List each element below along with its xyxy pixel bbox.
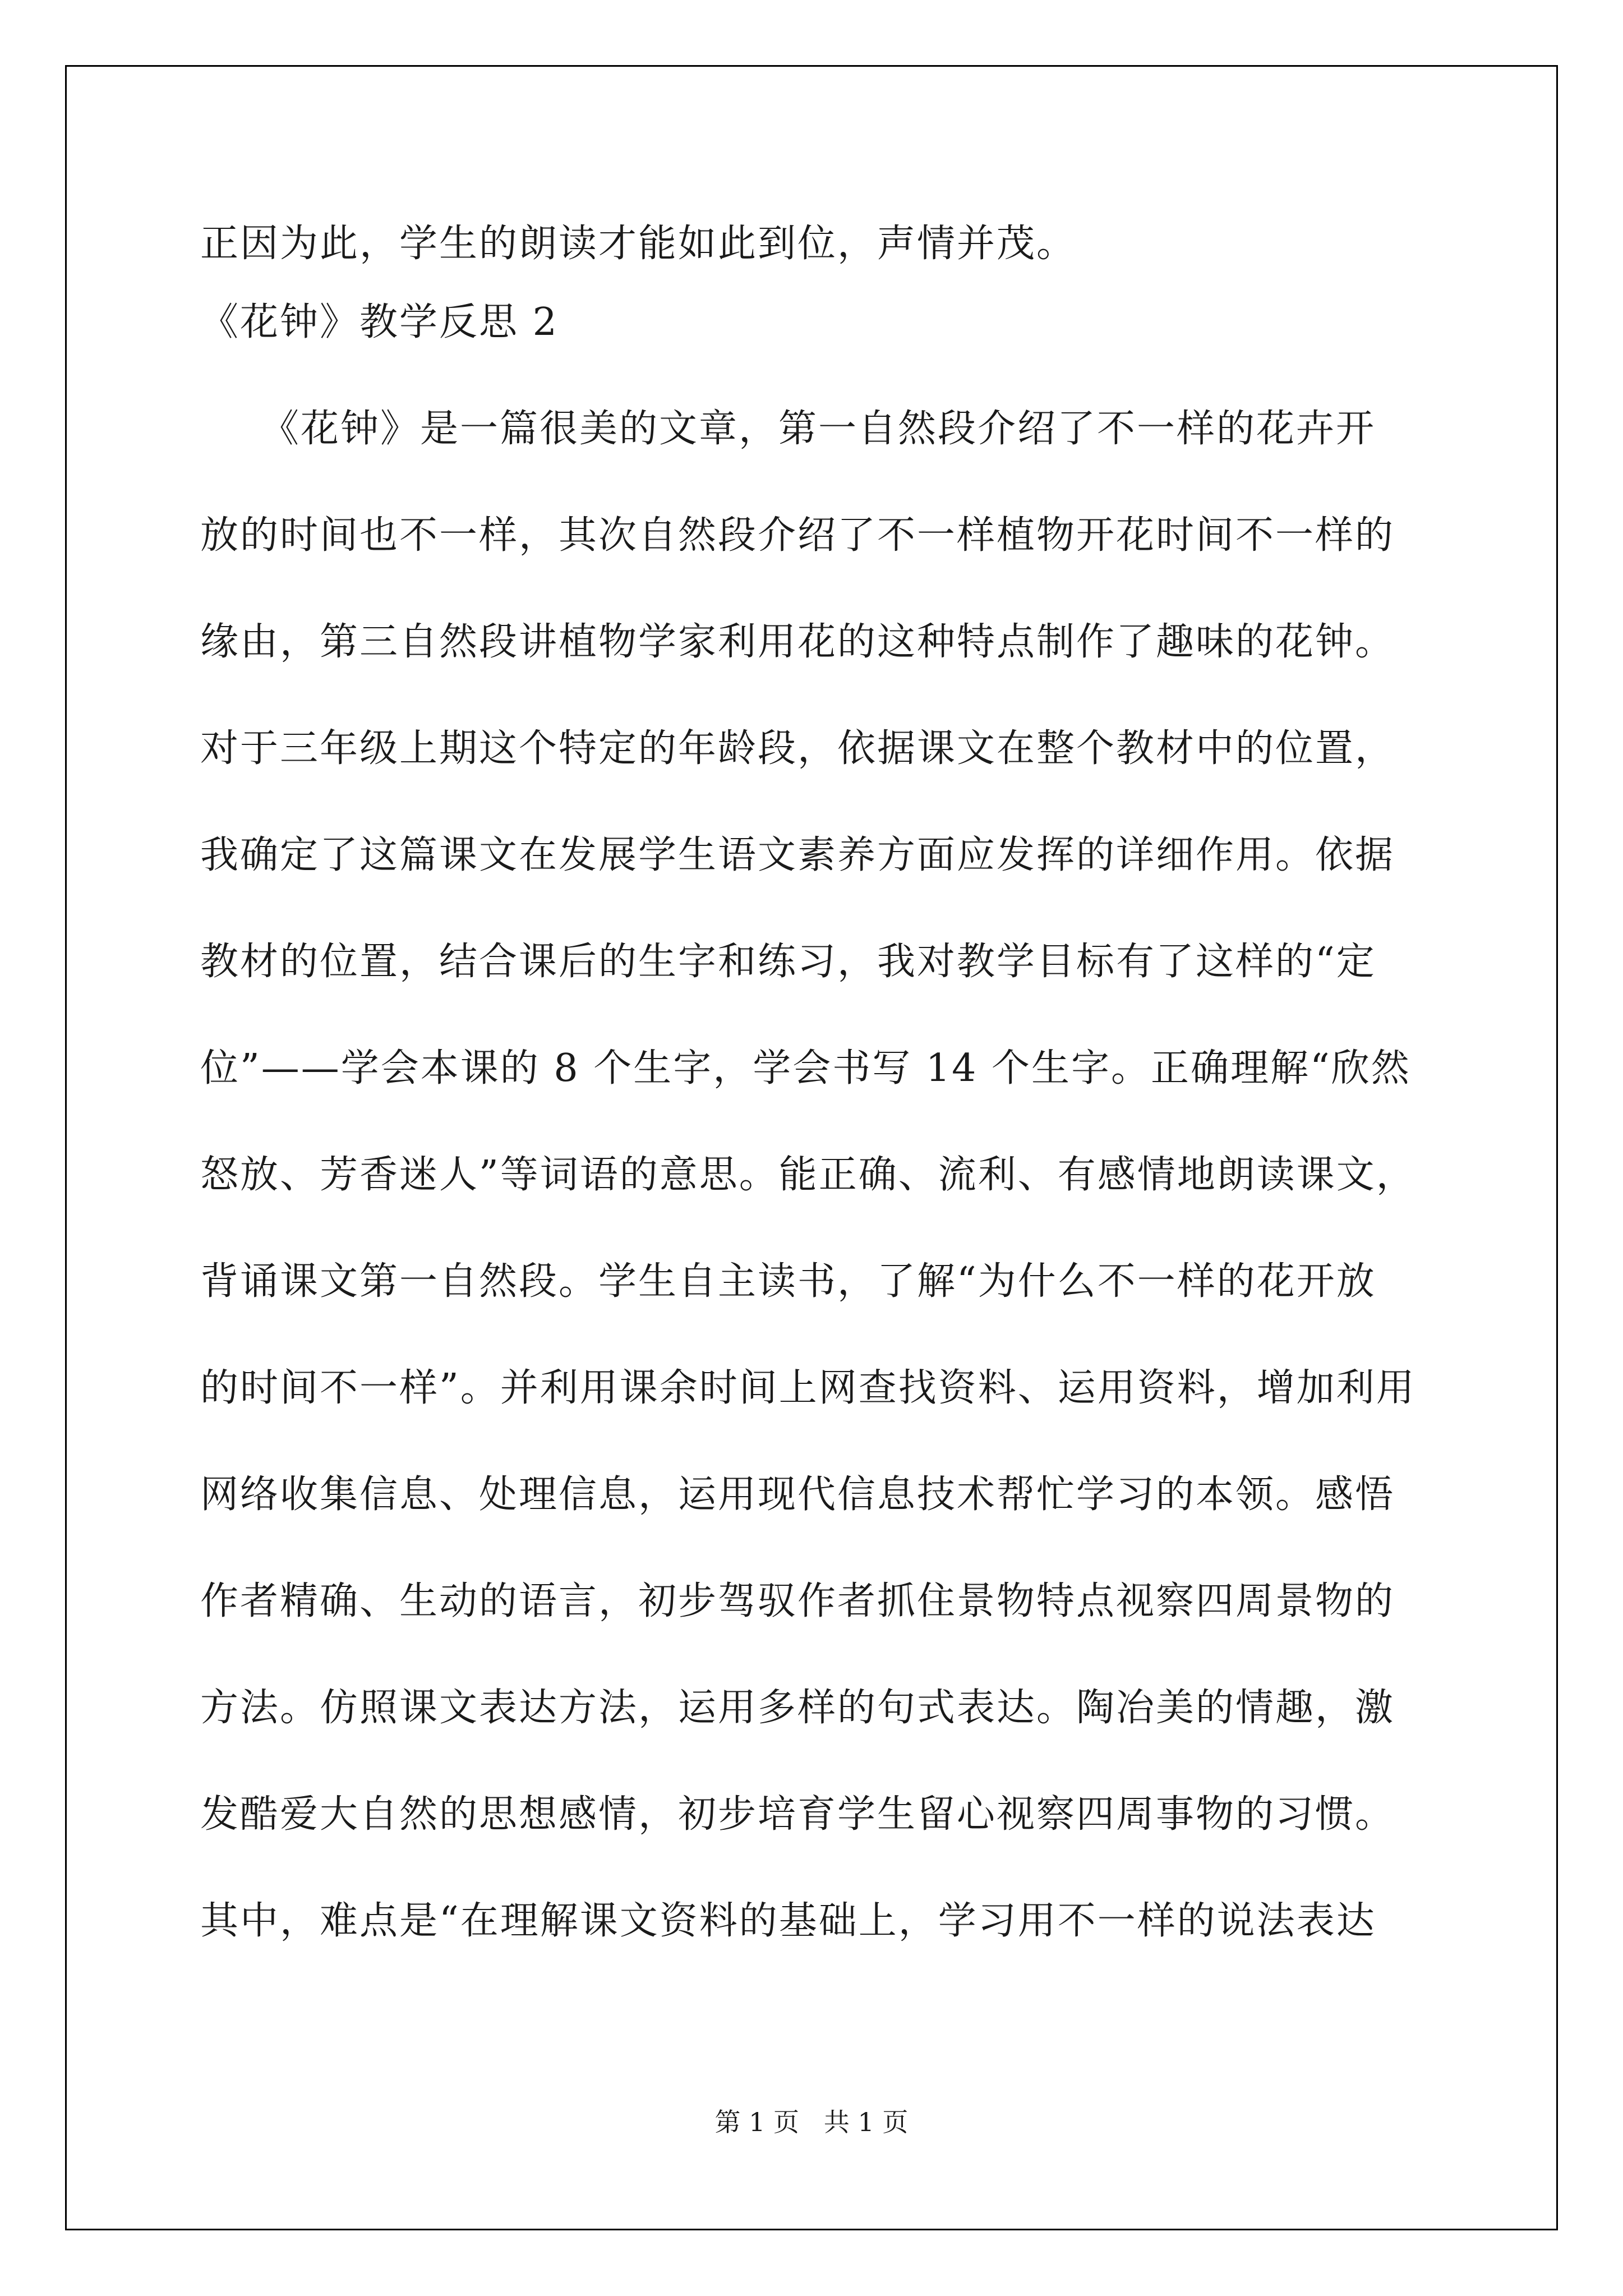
paragraph-line: 缘由，第三自然段讲植物学家利用花的这种特点制作了趣味的花钟。 [200,620,1395,664]
page-footer: 第 1 页 共 1 页 [714,2107,909,2137]
section-heading: 《花钟》教学反思 2 [200,300,559,344]
paragraph-line: 正因为此，学生的朗读才能如此到位，声情并茂。 [200,222,1077,266]
paragraph-line: 作者精确、生动的语言，初步驾驭作者抓住景物特点视察四周景物的 [200,1579,1395,1623]
paragraph-line: 放的时间也不一样，其次自然段介绍了不一样植物开花时间不一样的 [200,513,1395,558]
paragraph-line: 对于三年级上期这个特定的年龄段，依据课文在整个教材中的位置， [200,726,1395,771]
paragraph-line: 教材的位置，结合课后的生字和练习，我对教学目标有了这样的“定 [200,940,1376,984]
paragraph-line: 位”——学会本课的 8 个生字，学会书写 14 个生字。正确理解“欣然 [200,1046,1411,1091]
paragraph-line: 背诵课文第一自然段。学生自主读书，了解“为什么不一样的花开放 [200,1259,1376,1304]
paragraph-line: 发酷爱大自然的思想感情，初步培育学生留心视察四周事物的习惯。 [200,1792,1395,1837]
paragraph-line: 方法。仿照课文表达方法，运用多样的句式表达。陶冶美的情趣，激 [200,1686,1395,1730]
paragraph-line: 其中，难点是“在理解课文资料的基础上，学习用不一样的说法表达 [200,1899,1376,1943]
paragraph-line: 怒放、芳香迷人”等词语的意思。能正确、流利、有感情地朗读课文， [200,1153,1416,1197]
paragraph-line: 《花钟》是一篇很美的文章，第一自然段介绍了不一样的花卉开 [261,407,1376,451]
paragraph-line: 我确定了这篇课文在发展学生语文素养方面应发挥的详细作用。依据 [200,833,1395,877]
paragraph-line: 的时间不一样”。并利用课余时间上网查找资料、运用资料，增加利用 [200,1366,1416,1410]
paragraph-line: 网络收集信息、处理信息，运用现代信息技术帮忙学习的本领。感悟 [200,1473,1395,1517]
